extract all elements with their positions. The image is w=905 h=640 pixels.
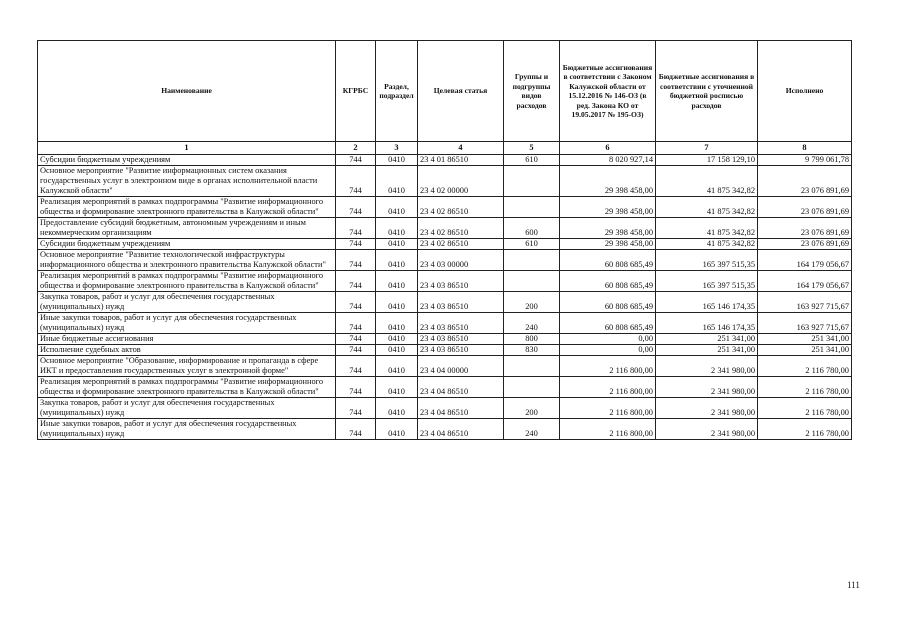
row-law-allocation: 29 398 458,00 [560,218,656,239]
row-expense-group [504,250,560,271]
row-refined-allocation: 2 341 980,00 [656,356,758,377]
row-executed: 23 076 891,69 [758,197,852,218]
row-name: Иные закупки товаров, работ и услуг для обеспечения государственных (муниципальных) нужд [38,419,336,440]
column-number-row [38,142,852,155]
header-executed: Исполнено [758,41,852,142]
row-law-allocation: 29 398 458,00 [560,166,656,197]
column-number: 7 [656,142,758,155]
row-law-allocation: 0,00 [560,334,656,345]
row-section: 0410 [376,250,418,271]
row-section: 0410 [376,313,418,334]
table-row [38,271,852,292]
row-refined-allocation: 2 341 980,00 [656,377,758,398]
row-target-article: 23 4 03 86510 [418,292,504,313]
row-executed: 164 179 056,67 [758,250,852,271]
row-kgrbs: 744 [336,313,376,334]
row-target-article: 23 4 03 86510 [418,334,504,345]
row-expense-group: 200 [504,292,560,313]
row-kgrbs: 744 [336,345,376,356]
row-section: 0410 [376,239,418,250]
row-executed: 251 341,00 [758,334,852,345]
row-executed: 164 179 056,67 [758,271,852,292]
column-number: 1 [38,142,336,155]
row-kgrbs: 744 [336,292,376,313]
row-law-allocation: 60 808 685,49 [560,250,656,271]
row-section: 0410 [376,155,418,166]
row-expense-group: 610 [504,155,560,166]
row-executed: 251 341,00 [758,345,852,356]
row-refined-allocation: 41 875 342,82 [656,166,758,197]
row-section: 0410 [376,377,418,398]
page-number: 111 [847,580,860,590]
row-kgrbs: 744 [336,419,376,440]
table-row [38,292,852,313]
row-expense-group [504,197,560,218]
row-section: 0410 [376,218,418,239]
row-law-allocation: 29 398 458,00 [560,197,656,218]
row-law-allocation: 8 020 927,14 [560,155,656,166]
column-number: 4 [418,142,504,155]
header-article: Целевая статья [418,41,504,142]
row-section: 0410 [376,197,418,218]
row-section: 0410 [376,356,418,377]
table-row [38,334,852,345]
row-law-allocation: 29 398 458,00 [560,239,656,250]
row-kgrbs: 744 [336,271,376,292]
column-number: 8 [758,142,852,155]
row-target-article: 23 4 02 00000 [418,166,504,197]
table-row [38,356,852,377]
header-row [38,41,852,142]
table-row [38,239,852,250]
row-target-article: 23 4 04 86510 [418,377,504,398]
table-row [38,398,852,419]
table-row [38,419,852,440]
row-refined-allocation: 165 146 174,35 [656,292,758,313]
row-law-allocation: 2 116 800,00 [560,398,656,419]
row-kgrbs: 744 [336,377,376,398]
row-kgrbs: 744 [336,155,376,166]
row-section: 0410 [376,334,418,345]
row-expense-group: 240 [504,419,560,440]
row-section: 0410 [376,271,418,292]
row-name: Закупка товаров, работ и услуг для обеспечения государственных (муниципальных) нужд [38,398,336,419]
row-refined-allocation: 165 397 515,35 [656,250,758,271]
row-kgrbs: 744 [336,218,376,239]
row-target-article: 23 4 01 86510 [418,155,504,166]
table-row [38,197,852,218]
row-executed: 2 116 780,00 [758,419,852,440]
column-number: 6 [560,142,656,155]
row-kgrbs: 744 [336,334,376,345]
row-law-allocation: 2 116 800,00 [560,419,656,440]
header-group: Группы и подгруппы видов расходов [504,41,560,142]
row-law-allocation: 60 808 685,49 [560,313,656,334]
row-refined-allocation: 41 875 342,82 [656,197,758,218]
row-refined-allocation: 2 341 980,00 [656,398,758,419]
row-executed: 9 799 061,78 [758,155,852,166]
row-executed: 23 076 891,69 [758,239,852,250]
row-target-article: 23 4 02 86510 [418,218,504,239]
row-executed: 2 116 780,00 [758,377,852,398]
row-section: 0410 [376,398,418,419]
row-expense-group: 240 [504,313,560,334]
table-row [38,250,852,271]
row-target-article: 23 4 04 86510 [418,398,504,419]
header-kgrbs: КГРБС [336,41,376,142]
row-refined-allocation: 41 875 342,82 [656,218,758,239]
row-executed: 163 927 715,67 [758,313,852,334]
header-name: Наименование [38,41,336,142]
row-section: 0410 [376,166,418,197]
row-refined-allocation: 41 875 342,82 [656,239,758,250]
row-refined-allocation: 165 146 174,35 [656,313,758,334]
row-refined-allocation: 17 158 129,10 [656,155,758,166]
row-name: Реализация мероприятий в рамках подпрограммы "Развитие информационного общества и формирование электронного правительства в Калужской области" [38,197,336,218]
column-number: 5 [504,142,560,155]
row-expense-group: 830 [504,345,560,356]
row-kgrbs: 744 [336,166,376,197]
table-row [38,166,852,197]
row-name: Реализация мероприятий в рамках подпрограммы "Развитие информационного общества и формирование электронного правительства в Калужской области" [38,271,336,292]
table-row [38,155,852,166]
row-name: Иные закупки товаров, работ и услуг для обеспечения государственных (муниципальных) нужд [38,313,336,334]
table-body [38,155,852,440]
row-refined-allocation: 251 341,00 [656,345,758,356]
row-kgrbs: 744 [336,197,376,218]
table-row [38,313,852,334]
header-law-allocation: Бюджетные ассигнования в соответствии с Законом Калужской области от 15.12.2016 № 146-ОЗ (в ред. Закона КО от 19.05.2017 № 195-ОЗ) [560,41,656,142]
row-name: Реализация мероприятий в рамках подпрограммы "Развитие информационного общества и формирование электронного правительства в Калужской области" [38,377,336,398]
row-target-article: 23 4 02 86510 [418,197,504,218]
row-section: 0410 [376,292,418,313]
row-section: 0410 [376,419,418,440]
row-target-article: 23 4 03 86510 [418,313,504,334]
header-section: Раздел, подраздел [376,41,418,142]
row-expense-group [504,356,560,377]
row-expense-group [504,377,560,398]
row-target-article: 23 4 04 00000 [418,356,504,377]
row-target-article: 23 4 03 00000 [418,250,504,271]
row-section: 0410 [376,345,418,356]
row-expense-group: 800 [504,334,560,345]
row-kgrbs: 744 [336,250,376,271]
row-executed: 2 116 780,00 [758,356,852,377]
row-law-allocation: 2 116 800,00 [560,356,656,377]
column-number: 3 [376,142,418,155]
row-kgrbs: 744 [336,356,376,377]
row-name: Основное мероприятие "Образование, информирование и пропаганда в сфере ИКТ и предоставления государственных услуг в электронной форме" [38,356,336,377]
row-name: Предоставление субсидий бюджетным, автономным учреждениям и иным некоммерческим организациям [38,218,336,239]
row-executed: 23 076 891,69 [758,218,852,239]
row-name: Субсидии бюджетным учреждениям [38,155,336,166]
row-target-article: 23 4 02 86510 [418,239,504,250]
budget-table-sheet [37,40,851,440]
row-kgrbs: 744 [336,398,376,419]
row-name: Исполнение судебных актов [38,345,336,356]
row-law-allocation: 60 808 685,49 [560,271,656,292]
row-expense-group: 610 [504,239,560,250]
row-law-allocation: 0,00 [560,345,656,356]
row-expense-group [504,166,560,197]
row-kgrbs: 744 [336,239,376,250]
row-name: Иные бюджетные ассигнования [38,334,336,345]
row-target-article: 23 4 03 86510 [418,271,504,292]
row-law-allocation: 60 808 685,49 [560,292,656,313]
row-refined-allocation: 165 397 515,35 [656,271,758,292]
row-executed: 2 116 780,00 [758,398,852,419]
table-row [38,345,852,356]
row-target-article: 23 4 03 86510 [418,345,504,356]
row-expense-group: 600 [504,218,560,239]
row-refined-allocation: 251 341,00 [656,334,758,345]
row-name: Субсидии бюджетным учреждениям [38,239,336,250]
table-row [38,377,852,398]
row-name: Основное мероприятие "Развитие технологической инфраструктуры информационного общества и электронного правительства Калужской области" [38,250,336,271]
row-name: Основное мероприятие "Развитие информационных систем оказания государственных услуг в электронном виде в органах исполнительной власти Калужской области" [38,166,336,197]
budget-execution-table [37,40,852,440]
column-number: 2 [336,142,376,155]
row-law-allocation: 2 116 800,00 [560,377,656,398]
row-name: Закупка товаров, работ и услуг для обеспечения государственных (муниципальных) нужд [38,292,336,313]
header-refined-allocation: Бюджетные ассигнования в соответствии с уточненной бюджетной росписью расходов [656,41,758,142]
row-executed: 23 076 891,69 [758,166,852,197]
row-refined-allocation: 2 341 980,00 [656,419,758,440]
row-executed: 163 927 715,67 [758,292,852,313]
row-target-article: 23 4 04 86510 [418,419,504,440]
table-row [38,218,852,239]
row-expense-group [504,271,560,292]
row-expense-group: 200 [504,398,560,419]
